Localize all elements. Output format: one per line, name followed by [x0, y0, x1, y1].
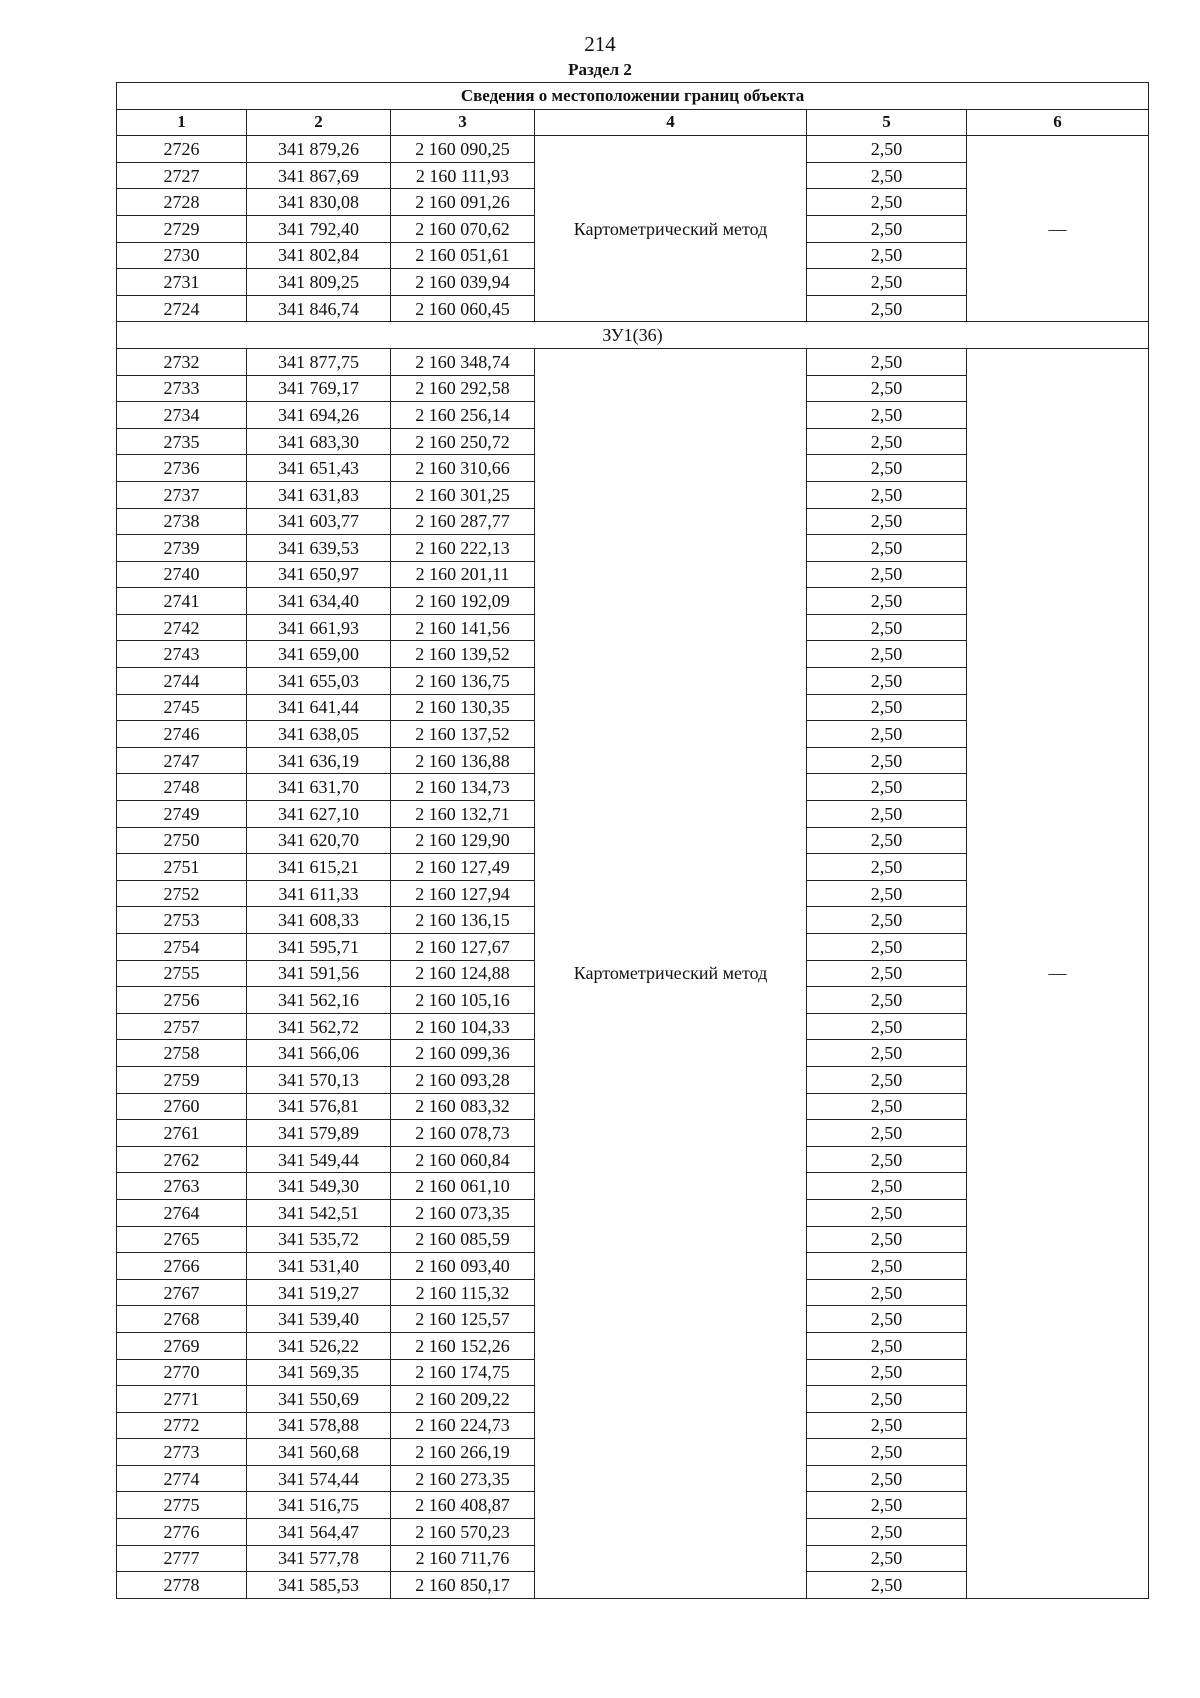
precision-cell: 2,50 [807, 348, 967, 375]
x-coordinate-cell: 341 562,16 [247, 987, 391, 1014]
point-number-cell: 2748 [117, 774, 247, 801]
x-coordinate-cell: 341 694,26 [247, 402, 391, 429]
point-number-cell: 2751 [117, 854, 247, 881]
precision-cell: 2,50 [807, 269, 967, 296]
x-coordinate-cell: 341 769,17 [247, 375, 391, 402]
point-number-cell: 2769 [117, 1332, 247, 1359]
x-coordinate-cell: 341 516,75 [247, 1492, 391, 1519]
precision-cell: 2,50 [807, 402, 967, 429]
precision-cell: 2,50 [807, 1199, 967, 1226]
precision-cell: 2,50 [807, 1492, 967, 1519]
x-coordinate-cell: 341 802,84 [247, 242, 391, 269]
x-coordinate-cell: 341 631,70 [247, 774, 391, 801]
precision-cell: 2,50 [807, 721, 967, 748]
x-coordinate-cell: 341 577,78 [247, 1545, 391, 1572]
precision-cell: 2,50 [807, 1013, 967, 1040]
precision-cell: 2,50 [807, 987, 967, 1014]
point-number-cell: 2739 [117, 535, 247, 562]
column-header-row [117, 109, 1149, 136]
precision-cell: 2,50 [807, 854, 967, 881]
precision-cell: 2,50 [807, 1040, 967, 1067]
precision-cell: 2,50 [807, 1279, 967, 1306]
precision-cell: 2,50 [807, 1465, 967, 1492]
point-number-cell: 2768 [117, 1306, 247, 1333]
precision-cell: 2,50 [807, 641, 967, 668]
x-coordinate-cell: 341 579,89 [247, 1120, 391, 1147]
y-coordinate-cell: 2 160 099,36 [391, 1040, 535, 1067]
point-number-cell: 2747 [117, 747, 247, 774]
precision-cell: 2,50 [807, 1066, 967, 1093]
x-coordinate-cell: 341 650,97 [247, 561, 391, 588]
x-coordinate-cell: 341 549,44 [247, 1146, 391, 1173]
y-coordinate-cell: 2 160 115,32 [391, 1279, 535, 1306]
y-coordinate-cell: 2 160 136,75 [391, 668, 535, 695]
precision-cell: 2,50 [807, 215, 967, 242]
y-coordinate-cell: 2 160 222,13 [391, 535, 535, 562]
x-coordinate-cell: 341 576,81 [247, 1093, 391, 1120]
precision-cell: 2,50 [807, 561, 967, 588]
precision-cell: 2,50 [807, 801, 967, 828]
y-coordinate-cell: 2 160 152,26 [391, 1332, 535, 1359]
precision-cell: 2,50 [807, 242, 967, 269]
point-number-cell: 2749 [117, 801, 247, 828]
precision-cell: 2,50 [807, 136, 967, 163]
y-coordinate-cell: 2 160 209,22 [391, 1386, 535, 1413]
point-number-cell: 2767 [117, 1279, 247, 1306]
y-coordinate-cell: 2 160 348,74 [391, 348, 535, 375]
column-header: 1 [117, 109, 247, 136]
y-coordinate-cell: 2 160 060,45 [391, 295, 535, 322]
x-coordinate-cell: 341 655,03 [247, 668, 391, 695]
x-coordinate-cell: 341 867,69 [247, 162, 391, 189]
x-coordinate-cell: 341 560,68 [247, 1439, 391, 1466]
point-number-cell: 2733 [117, 375, 247, 402]
point-number-cell: 2771 [117, 1386, 247, 1413]
x-coordinate-cell: 341 641,44 [247, 694, 391, 721]
x-coordinate-cell: 341 542,51 [247, 1199, 391, 1226]
table-caption: Сведения о местоположении границ объекта [117, 83, 1149, 110]
x-coordinate-cell: 341 608,33 [247, 907, 391, 934]
x-coordinate-cell: 341 595,71 [247, 934, 391, 961]
precision-cell: 2,50 [807, 1545, 967, 1572]
precision-cell: 2,50 [807, 1146, 967, 1173]
precision-cell: 2,50 [807, 668, 967, 695]
precision-cell: 2,50 [807, 481, 967, 508]
precision-cell: 2,50 [807, 1093, 967, 1120]
point-number-cell: 2729 [117, 215, 247, 242]
table-row [117, 348, 1149, 375]
x-coordinate-cell: 341 879,26 [247, 136, 391, 163]
precision-cell: 2,50 [807, 1439, 967, 1466]
y-coordinate-cell: 2 160 111,93 [391, 162, 535, 189]
y-coordinate-cell: 2 160 078,73 [391, 1120, 535, 1147]
x-coordinate-cell: 341 846,74 [247, 295, 391, 322]
y-coordinate-cell: 2 160 711,76 [391, 1545, 535, 1572]
x-coordinate-cell: 341 651,43 [247, 455, 391, 482]
y-coordinate-cell: 2 160 093,40 [391, 1253, 535, 1280]
point-number-cell: 2760 [117, 1093, 247, 1120]
column-header: 3 [391, 109, 535, 136]
y-coordinate-cell: 2 160 136,88 [391, 747, 535, 774]
precision-cell: 2,50 [807, 934, 967, 961]
x-coordinate-cell: 341 549,30 [247, 1173, 391, 1200]
point-number-cell: 2753 [117, 907, 247, 934]
y-coordinate-cell: 2 160 224,73 [391, 1412, 535, 1439]
column-header: 4 [535, 109, 807, 136]
x-coordinate-cell: 341 636,19 [247, 747, 391, 774]
x-coordinate-cell: 341 792,40 [247, 215, 391, 242]
point-number-cell: 2777 [117, 1545, 247, 1572]
y-coordinate-cell: 2 160 137,52 [391, 721, 535, 748]
precision-cell: 2,50 [807, 1386, 967, 1413]
point-number-cell: 2745 [117, 694, 247, 721]
point-number-cell: 2776 [117, 1519, 247, 1546]
point-number-cell: 2763 [117, 1173, 247, 1200]
point-number-cell: 2754 [117, 934, 247, 961]
x-coordinate-cell: 341 585,53 [247, 1572, 391, 1599]
precision-cell: 2,50 [807, 375, 967, 402]
y-coordinate-cell: 2 160 292,58 [391, 375, 535, 402]
y-coordinate-cell: 2 160 850,17 [391, 1572, 535, 1599]
y-coordinate-cell: 2 160 250,72 [391, 428, 535, 455]
method-cell: Картометрический метод [535, 136, 807, 322]
x-coordinate-cell: 341 615,21 [247, 854, 391, 881]
x-coordinate-cell: 341 611,33 [247, 880, 391, 907]
note-cell: — [967, 136, 1149, 322]
point-number-cell: 2778 [117, 1572, 247, 1599]
y-coordinate-cell: 2 160 070,62 [391, 215, 535, 242]
x-coordinate-cell: 341 591,56 [247, 960, 391, 987]
x-coordinate-cell: 341 638,05 [247, 721, 391, 748]
point-number-cell: 2728 [117, 189, 247, 216]
point-number-cell: 2773 [117, 1439, 247, 1466]
y-coordinate-cell: 2 160 132,71 [391, 801, 535, 828]
precision-cell: 2,50 [807, 1173, 967, 1200]
x-coordinate-cell: 341 627,10 [247, 801, 391, 828]
y-coordinate-cell: 2 160 192,09 [391, 588, 535, 615]
x-coordinate-cell: 341 634,40 [247, 588, 391, 615]
x-coordinate-cell: 341 809,25 [247, 269, 391, 296]
point-number-cell: 2772 [117, 1412, 247, 1439]
y-coordinate-cell: 2 160 083,32 [391, 1093, 535, 1120]
y-coordinate-cell: 2 160 105,16 [391, 987, 535, 1014]
y-coordinate-cell: 2 160 310,66 [391, 455, 535, 482]
precision-cell: 2,50 [807, 508, 967, 535]
point-number-cell: 2755 [117, 960, 247, 987]
precision-cell: 2,50 [807, 428, 967, 455]
point-number-cell: 2759 [117, 1066, 247, 1093]
y-coordinate-cell: 2 160 201,11 [391, 561, 535, 588]
y-coordinate-cell: 2 160 073,35 [391, 1199, 535, 1226]
point-number-cell: 2761 [117, 1120, 247, 1147]
point-number-cell: 2765 [117, 1226, 247, 1253]
y-coordinate-cell: 2 160 134,73 [391, 774, 535, 801]
x-coordinate-cell: 341 877,75 [247, 348, 391, 375]
point-number-cell: 2752 [117, 880, 247, 907]
y-coordinate-cell: 2 160 124,88 [391, 960, 535, 987]
page-number: 214 [584, 32, 616, 56]
precision-cell: 2,50 [807, 907, 967, 934]
precision-cell: 2,50 [807, 189, 967, 216]
y-coordinate-cell: 2 160 266,19 [391, 1439, 535, 1466]
column-header: 5 [807, 109, 967, 136]
point-number-cell: 2744 [117, 668, 247, 695]
y-coordinate-cell: 2 160 085,59 [391, 1226, 535, 1253]
y-coordinate-cell: 2 160 127,67 [391, 934, 535, 961]
point-number-cell: 2740 [117, 561, 247, 588]
x-coordinate-cell: 341 659,00 [247, 641, 391, 668]
x-coordinate-cell: 341 661,93 [247, 614, 391, 641]
x-coordinate-cell: 341 683,30 [247, 428, 391, 455]
x-coordinate-cell: 341 526,22 [247, 1332, 391, 1359]
y-coordinate-cell: 2 160 139,52 [391, 641, 535, 668]
y-coordinate-cell: 2 160 174,75 [391, 1359, 535, 1386]
point-number-cell: 2736 [117, 455, 247, 482]
x-coordinate-cell: 341 569,35 [247, 1359, 391, 1386]
point-number-cell: 2734 [117, 402, 247, 429]
y-coordinate-cell: 2 160 130,35 [391, 694, 535, 721]
point-number-cell: 2735 [117, 428, 247, 455]
precision-cell: 2,50 [807, 1253, 967, 1280]
x-coordinate-cell: 341 519,27 [247, 1279, 391, 1306]
x-coordinate-cell: 341 574,44 [247, 1465, 391, 1492]
x-coordinate-cell: 341 539,40 [247, 1306, 391, 1333]
precision-cell: 2,50 [807, 1306, 967, 1333]
precision-cell: 2,50 [807, 694, 967, 721]
y-coordinate-cell: 2 160 287,77 [391, 508, 535, 535]
point-number-cell: 2731 [117, 269, 247, 296]
note-cell: — [967, 348, 1149, 1598]
x-coordinate-cell: 341 562,72 [247, 1013, 391, 1040]
point-number-cell: 2724 [117, 295, 247, 322]
y-coordinate-cell: 2 160 093,28 [391, 1066, 535, 1093]
x-coordinate-cell: 341 830,08 [247, 189, 391, 216]
method-cell: Картометрический метод [535, 348, 807, 1598]
y-coordinate-cell: 2 160 408,87 [391, 1492, 535, 1519]
y-coordinate-cell: 2 160 127,94 [391, 880, 535, 907]
group-label: ЗУ1(36) [117, 322, 1149, 349]
y-coordinate-cell: 2 160 061,10 [391, 1173, 535, 1200]
x-coordinate-cell: 341 639,53 [247, 535, 391, 562]
precision-cell: 2,50 [807, 1519, 967, 1546]
y-coordinate-cell: 2 160 273,35 [391, 1465, 535, 1492]
point-number-cell: 2756 [117, 987, 247, 1014]
precision-cell: 2,50 [807, 747, 967, 774]
precision-cell: 2,50 [807, 455, 967, 482]
point-number-cell: 2726 [117, 136, 247, 163]
section-title: Раздел 2 [568, 60, 632, 79]
x-coordinate-cell: 341 535,72 [247, 1226, 391, 1253]
y-coordinate-cell: 2 160 256,14 [391, 402, 535, 429]
x-coordinate-cell: 341 631,83 [247, 481, 391, 508]
point-number-cell: 2746 [117, 721, 247, 748]
y-coordinate-cell: 2 160 141,56 [391, 614, 535, 641]
x-coordinate-cell: 341 550,69 [247, 1386, 391, 1413]
table-body [117, 136, 1149, 1599]
precision-cell: 2,50 [807, 535, 967, 562]
precision-cell: 2,50 [807, 827, 967, 854]
precision-cell: 2,50 [807, 880, 967, 907]
x-coordinate-cell: 341 531,40 [247, 1253, 391, 1280]
y-coordinate-cell: 2 160 039,94 [391, 269, 535, 296]
y-coordinate-cell: 2 160 104,33 [391, 1013, 535, 1040]
point-number-cell: 2738 [117, 508, 247, 535]
precision-cell: 2,50 [807, 1412, 967, 1439]
y-coordinate-cell: 2 160 129,90 [391, 827, 535, 854]
precision-cell: 2,50 [807, 162, 967, 189]
point-number-cell: 2742 [117, 614, 247, 641]
point-number-cell: 2770 [117, 1359, 247, 1386]
x-coordinate-cell: 341 564,47 [247, 1519, 391, 1546]
x-coordinate-cell: 341 603,77 [247, 508, 391, 535]
y-coordinate-cell: 2 160 051,61 [391, 242, 535, 269]
y-coordinate-cell: 2 160 127,49 [391, 854, 535, 881]
point-number-cell: 2764 [117, 1199, 247, 1226]
point-number-cell: 2757 [117, 1013, 247, 1040]
precision-cell: 2,50 [807, 1359, 967, 1386]
precision-cell: 2,50 [807, 774, 967, 801]
precision-cell: 2,50 [807, 1572, 967, 1599]
precision-cell: 2,50 [807, 295, 967, 322]
x-coordinate-cell: 341 570,13 [247, 1066, 391, 1093]
precision-cell: 2,50 [807, 588, 967, 615]
precision-cell: 2,50 [807, 960, 967, 987]
group-header-row [117, 322, 1149, 349]
y-coordinate-cell: 2 160 136,15 [391, 907, 535, 934]
x-coordinate-cell: 341 620,70 [247, 827, 391, 854]
boundary-coordinates-table [116, 82, 1149, 1599]
x-coordinate-cell: 341 566,06 [247, 1040, 391, 1067]
point-number-cell: 2750 [117, 827, 247, 854]
precision-cell: 2,50 [807, 1226, 967, 1253]
y-coordinate-cell: 2 160 570,23 [391, 1519, 535, 1546]
y-coordinate-cell: 2 160 125,57 [391, 1306, 535, 1333]
y-coordinate-cell: 2 160 301,25 [391, 481, 535, 508]
precision-cell: 2,50 [807, 1332, 967, 1359]
point-number-cell: 2732 [117, 348, 247, 375]
column-header: 6 [967, 109, 1149, 136]
y-coordinate-cell: 2 160 060,84 [391, 1146, 535, 1173]
point-number-cell: 2774 [117, 1465, 247, 1492]
point-number-cell: 2758 [117, 1040, 247, 1067]
point-number-cell: 2762 [117, 1146, 247, 1173]
point-number-cell: 2766 [117, 1253, 247, 1280]
point-number-cell: 2775 [117, 1492, 247, 1519]
column-header: 2 [247, 109, 391, 136]
table-row [117, 136, 1149, 163]
point-number-cell: 2741 [117, 588, 247, 615]
y-coordinate-cell: 2 160 091,26 [391, 189, 535, 216]
point-number-cell: 2743 [117, 641, 247, 668]
point-number-cell: 2727 [117, 162, 247, 189]
point-number-cell: 2730 [117, 242, 247, 269]
point-number-cell: 2737 [117, 481, 247, 508]
y-coordinate-cell: 2 160 090,25 [391, 136, 535, 163]
x-coordinate-cell: 341 578,88 [247, 1412, 391, 1439]
precision-cell: 2,50 [807, 1120, 967, 1147]
precision-cell: 2,50 [807, 614, 967, 641]
